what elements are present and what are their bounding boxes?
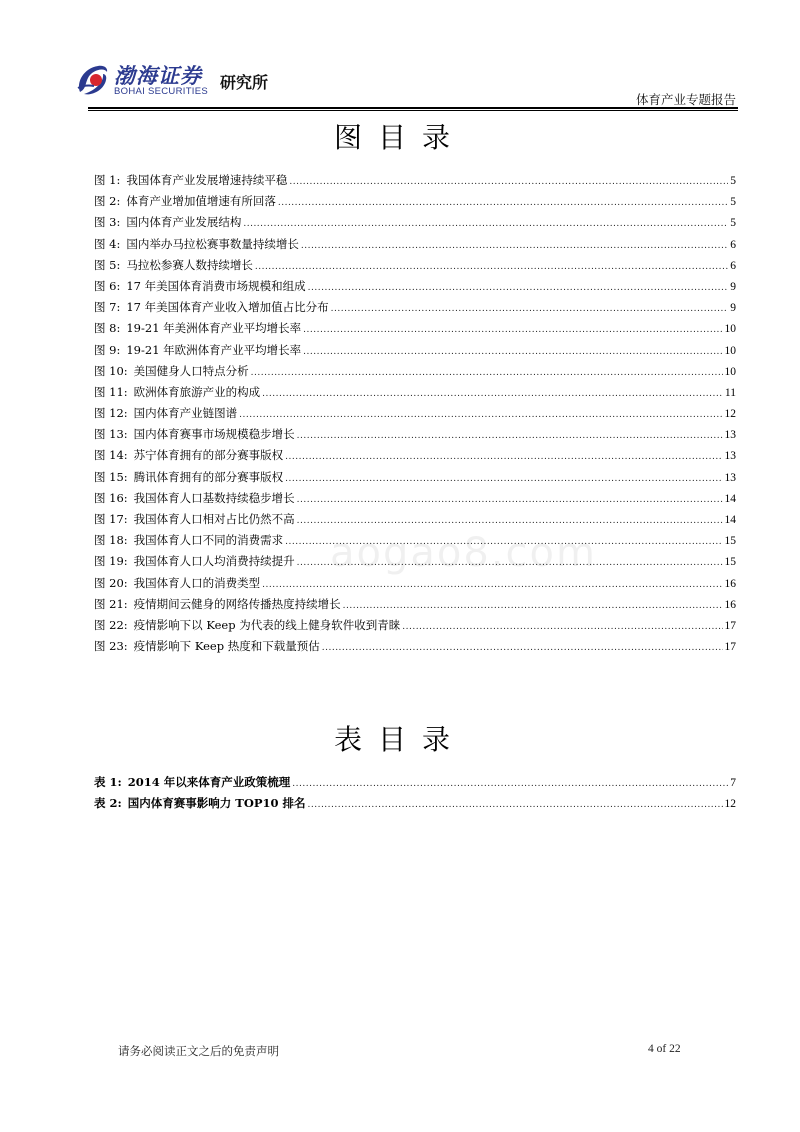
- toc-entry-number: 图 16:: [94, 490, 128, 505]
- toc-leader-dots: [262, 384, 723, 405]
- figures-toc: [94, 170, 736, 657]
- toc-entry-page: 10: [724, 323, 736, 336]
- toc-entry[interactable]: [94, 488, 736, 509]
- toc-entry[interactable]: [94, 170, 736, 191]
- toc-entry-title: 疫情期间云健身的网络传播热度持续增长: [133, 596, 341, 611]
- toc-entry-number: 表 2:: [94, 796, 122, 811]
- toc-leader-dots: [278, 193, 728, 214]
- toc-entry[interactable]: [94, 340, 736, 361]
- toc-entry-number: 图 19:: [94, 554, 128, 569]
- toc-entry-title: 国内体育赛事影响力 TOP10 排名: [127, 796, 306, 811]
- toc-entry-page: 6: [730, 238, 736, 251]
- toc-entry-page: 16: [724, 577, 736, 590]
- toc-leader-dots: [297, 426, 723, 447]
- toc-entry-title: 国内体育产业链图谱: [133, 406, 238, 421]
- toc-entry-title: 马拉松参赛人数持续增长: [126, 257, 253, 272]
- toc-entry[interactable]: [94, 467, 736, 488]
- toc-entry-page: 5: [730, 217, 736, 230]
- toc-leader-dots: [285, 469, 722, 490]
- institute-label: 研究所: [220, 73, 269, 92]
- toc-entry-page: 13: [724, 429, 736, 442]
- toc-leader-dots: [297, 490, 723, 511]
- toc-leader-dots: [289, 172, 728, 193]
- toc-entry-number: 图 22:: [94, 617, 128, 632]
- toc-entry-title: 17 年美国体育消费市场规模和组成: [126, 278, 306, 293]
- toc-entry-page: 9: [730, 302, 736, 315]
- toc-leader-dots: [243, 214, 728, 235]
- toc-entry-page: 13: [724, 471, 736, 484]
- toc-leader-dots: [292, 774, 728, 795]
- logo-english-name: BOHAI SECURITIES: [114, 86, 209, 97]
- toc-entry-title: 19-21 年欧洲体育产业平均增长率: [126, 342, 302, 357]
- toc-entry-page: 5: [730, 196, 736, 209]
- toc-entry-title: 我国体育人口相对占比仍然不高: [133, 512, 295, 526]
- toc-entry-page: 6: [730, 259, 736, 272]
- toc-entry-number: 表 1:: [94, 775, 122, 789]
- toc-entry-number: 图 8:: [94, 321, 121, 336]
- bohai-logo: [74, 58, 284, 102]
- toc-entry-number: 图 23:: [94, 639, 128, 654]
- toc-entry-title: 苏宁体育拥有的部分赛事版权: [133, 448, 284, 463]
- toc-leader-dots: [262, 575, 722, 596]
- toc-entry[interactable]: [94, 793, 736, 814]
- toc-entry[interactable]: [94, 212, 736, 233]
- toc-leader-dots: [343, 596, 723, 617]
- toc-entry-number: 图 7:: [94, 300, 121, 315]
- disclaimer-note: 请务必阅读正文之后的免责声明: [118, 1044, 279, 1058]
- toc-entry-number: 图 17:: [94, 512, 128, 526]
- toc-entry-page: 7: [730, 777, 736, 789]
- toc-entry-title: 体育产业增加值增速有所回落: [126, 194, 276, 209]
- toc-entry-title: 欧洲体育旅游产业的构成: [133, 384, 261, 399]
- toc-entry[interactable]: [94, 424, 736, 445]
- toc-entry[interactable]: [94, 382, 736, 403]
- toc-leader-dots: [303, 342, 722, 363]
- toc-entry-page: 12: [724, 408, 736, 421]
- report-type: 体育产业专题报告: [635, 92, 736, 107]
- header-divider: [88, 107, 738, 109]
- toc-leader-dots: [303, 320, 722, 341]
- toc-entry-page: 11: [724, 386, 736, 399]
- toc-leader-dots: [308, 795, 723, 816]
- toc-entry-number: 图 4:: [94, 236, 121, 251]
- toc-entry-title: 美国健身人口特点分析: [133, 363, 249, 378]
- toc-entry[interactable]: [94, 445, 736, 466]
- toc-entry-title: 国内体育赛事市场规模稳步增长: [133, 427, 295, 442]
- toc-entry-number: 图 14:: [94, 448, 128, 463]
- toc-entry-number: 图 5:: [94, 257, 121, 272]
- toc-entry-number: 图 21:: [94, 596, 128, 611]
- toc-leader-dots: [331, 299, 729, 320]
- toc-entry[interactable]: [94, 636, 736, 657]
- toc-entry-title: 17 年美国体育产业收入增加值占比分布: [126, 300, 329, 315]
- toc-entry[interactable]: [94, 361, 736, 382]
- toc-entry-page: 17: [724, 641, 736, 654]
- toc-entry[interactable]: [94, 509, 736, 530]
- toc-entry-title: 我国体育人口基数持续稳步增长: [133, 490, 295, 505]
- toc-entry[interactable]: [94, 772, 736, 793]
- toc-entry-number: 图 20:: [94, 575, 128, 590]
- toc-entry-title: 腾讯体育拥有的部分赛事版权: [133, 469, 284, 484]
- toc-entry-page: 16: [724, 598, 736, 611]
- toc-entry-page: 15: [724, 556, 736, 569]
- toc-entry-title: 疫情影响下 Keep 热度和下载量预估: [133, 639, 320, 654]
- bohai-logo-icon: [74, 58, 112, 98]
- toc-entry[interactable]: [94, 191, 736, 212]
- toc-entry[interactable]: [94, 297, 736, 318]
- toc-leader-dots: [251, 363, 723, 384]
- toc-entry[interactable]: [94, 255, 736, 276]
- toc-entry-title: 国内体育产业发展结构: [126, 215, 242, 230]
- header-divider-thin: [88, 110, 738, 111]
- toc-entry-title: 国内举办马拉松赛事数量持续增长: [126, 236, 299, 251]
- toc-entry-page: 17: [724, 619, 736, 632]
- toc-entry[interactable]: [94, 594, 736, 615]
- toc-entry-number: 图 13:: [94, 427, 128, 442]
- toc-entry-page: 9: [730, 280, 736, 293]
- page-number: 4 of 22: [648, 1043, 681, 1055]
- tables-toc: [94, 772, 736, 814]
- toc-entry-number: 图 9:: [94, 342, 121, 357]
- toc-entry-page: 12: [724, 798, 736, 811]
- toc-leader-dots: [239, 405, 722, 426]
- figures-toc-title: 图目录: [333, 121, 466, 154]
- toc-entry-number: 图 2:: [94, 194, 121, 209]
- toc-entry[interactable]: [94, 234, 736, 255]
- toc-entry-page: 10: [724, 344, 736, 357]
- toc-entry-title: 19-21 年美洲体育产业平均增长率: [126, 321, 302, 336]
- toc-entry-number: 图 6:: [94, 278, 121, 293]
- toc-entry-number: 图 1:: [94, 173, 121, 187]
- toc-entry-title: 2014 年以来体育产业政策梳理: [127, 775, 291, 789]
- toc-entry-number: 图 12:: [94, 406, 128, 421]
- toc-entry-number: 图 11:: [94, 384, 128, 399]
- toc-entry[interactable]: [94, 615, 736, 636]
- toc-entry-title: 我国体育人口不同的消费需求: [133, 533, 284, 548]
- toc-leader-dots: [308, 278, 729, 299]
- toc-entry-page: 5: [730, 175, 736, 187]
- toc-entry[interactable]: [94, 403, 736, 424]
- toc-entry-number: 图 3:: [94, 215, 121, 230]
- toc-leader-dots: [301, 236, 728, 257]
- toc-entry-number: 图 10:: [94, 363, 128, 378]
- watermark: aogao8.com: [330, 530, 597, 576]
- toc-entry-page: 14: [724, 514, 736, 526]
- toc-entry-title: 我国体育人口的消费类型: [133, 575, 261, 590]
- toc-leader-dots: [322, 638, 723, 659]
- toc-entry-title: 我国体育产业发展增速持续平稳: [126, 173, 288, 187]
- toc-leader-dots: [255, 257, 728, 278]
- page-header: [0, 0, 800, 110]
- toc-entry-page: 15: [724, 535, 736, 548]
- toc-entry-page: 10: [724, 365, 736, 378]
- toc-leader-dots: [285, 447, 722, 468]
- toc-leader-dots: [402, 617, 722, 638]
- logo-chinese-name: 渤海证券: [114, 64, 202, 88]
- tables-toc-title: 表目录: [333, 723, 466, 756]
- toc-entry-number: 图 18:: [94, 533, 128, 548]
- toc-entry-number: 图 15:: [94, 469, 128, 484]
- toc-entry-page: 14: [724, 492, 736, 505]
- toc-entry-title: 疫情影响下以 Keep 为代表的线上健身软件收到青睐: [133, 617, 401, 632]
- toc-entry-page: 13: [724, 450, 736, 463]
- toc-entry[interactable]: [94, 318, 736, 339]
- toc-entry[interactable]: [94, 276, 736, 297]
- toc-entry-title: 我国体育人口人均消费持续提升: [133, 554, 295, 569]
